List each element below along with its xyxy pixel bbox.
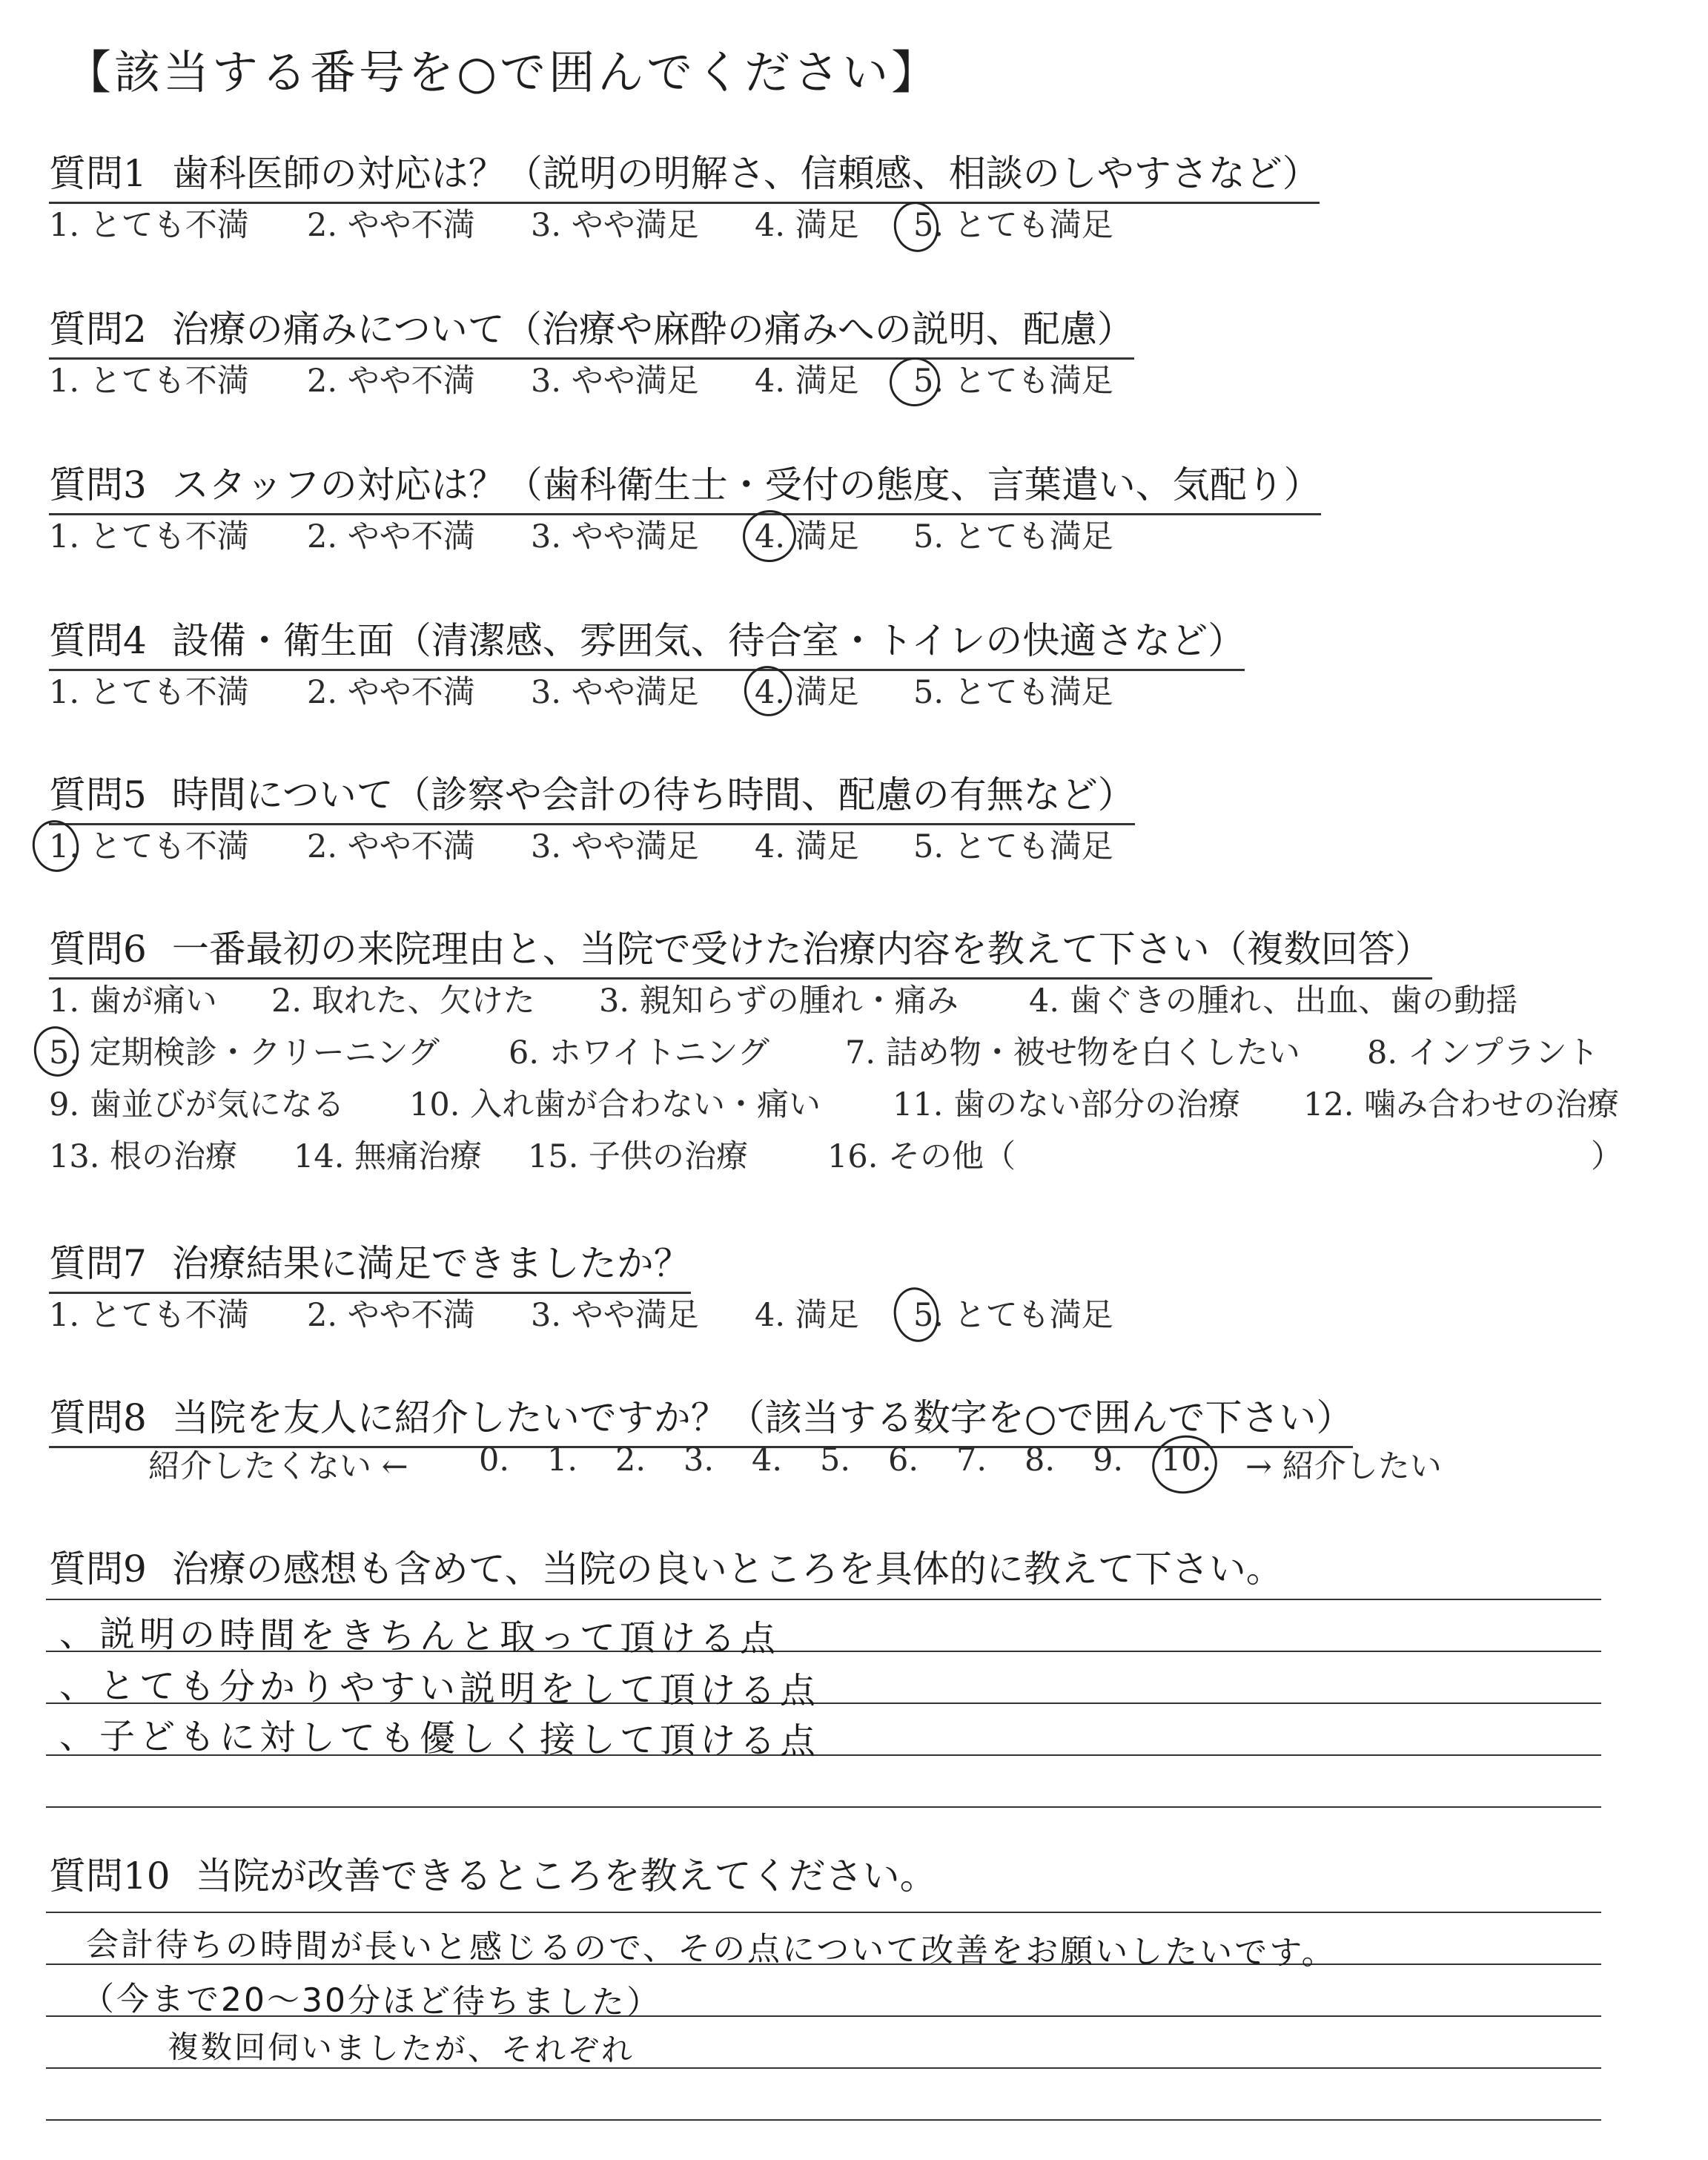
q6-option-15[interactable]: 15. 子供の治療 — [528, 1138, 749, 1175]
question-2-title — [49, 300, 1134, 360]
q8-scale — [148, 1441, 1557, 1486]
q8-option-10[interactable]: 10. — [1161, 1441, 1212, 1479]
q1-option-4[interactable]: 4. 満足 — [755, 207, 859, 244]
q3-option-2[interactable]: 2. やや不満 — [307, 518, 475, 555]
q6-option-5[interactable]: 5. 定期検診・クリーニング — [49, 1034, 440, 1071]
question-9-number: 質問9 — [49, 1548, 147, 1591]
q1-option-2[interactable]: 2. やや不満 — [307, 207, 475, 244]
question-2-number: 質問2 — [49, 308, 147, 351]
q6-option-8[interactable]: 8. インプラント — [1367, 1034, 1599, 1071]
question-10-title — [49, 1846, 937, 1904]
q6-option-row-2 — [49, 1028, 1606, 1072]
q6-option-13[interactable]: 13. 根の治療 — [49, 1138, 238, 1175]
q6-option-2[interactable]: 2. 取れた、欠けた — [271, 982, 535, 1020]
q5-option-5[interactable]: 5. とても満足 — [913, 828, 1113, 865]
question-9-title — [49, 1539, 1283, 1597]
q10-answer-line-1 — [46, 1912, 1601, 1913]
q8-option-9[interactable]: 9. — [1093, 1441, 1124, 1479]
q10-answer-2[interactable]: （今まで20〜30分ほど待ちました） — [81, 1980, 662, 2022]
q10-answer-line-5 — [46, 2119, 1601, 2121]
question-5-number: 質問5 — [49, 773, 147, 816]
q8-option-4[interactable]: 4. — [752, 1441, 783, 1479]
question-6-number: 質問6 — [49, 928, 147, 971]
q6-option-6[interactable]: 6. ホワイトニング — [509, 1034, 769, 1071]
q2-option-3[interactable]: 3. やや満足 — [531, 363, 699, 400]
q7-option-2[interactable]: 2. やや不満 — [307, 1297, 475, 1334]
question-8-number: 質問8 — [49, 1396, 147, 1439]
q4-option-5[interactable]: 5. とても満足 — [913, 674, 1113, 711]
question-6-title — [49, 919, 1432, 980]
q8-left-label: 紹介したくない ← — [148, 1448, 408, 1485]
question-3-text: スタッフの対応は？（歯科衛生士・受付の態度、言葉遣い、気配り） — [171, 463, 1321, 506]
q8-option-2[interactable]: 2. — [615, 1441, 646, 1479]
q6-option-row-4 — [49, 1132, 1623, 1176]
q2-option-2[interactable]: 2. やや不満 — [307, 363, 475, 400]
question-5-options — [49, 822, 1235, 866]
q2-option-4[interactable]: 4. 満足 — [755, 363, 859, 400]
q2-option-1[interactable]: 1. とても不満 — [49, 363, 249, 400]
q1-option-5[interactable]: 5. とても満足 — [913, 207, 1113, 244]
q3-option-4[interactable]: 4. 満足 — [755, 518, 859, 555]
q5-option-3[interactable]: 3. やや満足 — [531, 828, 699, 865]
q8-option-8[interactable]: 8. — [1025, 1441, 1056, 1479]
question-4-number: 質問4 — [49, 619, 147, 662]
q8-option-5[interactable]: 5. — [820, 1441, 851, 1479]
q9-answer-line-1 — [46, 1599, 1601, 1600]
q8-right-label: → 紹介したい — [1245, 1448, 1442, 1485]
q6-option-3[interactable]: 3. 親知らずの腫れ・痛み — [599, 982, 959, 1020]
question-8-title — [49, 1388, 1353, 1448]
q3-option-5[interactable]: 5. とても満足 — [913, 518, 1113, 555]
q6-option-14[interactable]: 14. 無痛治療 — [294, 1138, 483, 1175]
q7-option-4[interactable]: 4. 満足 — [755, 1297, 859, 1334]
question-4-text: 設備・衛生面（清潔感、雰囲気、待合室・トイレの快適さなど） — [171, 619, 1245, 662]
q9-answer-line-5 — [46, 1806, 1601, 1808]
q1-option-3[interactable]: 3. やや満足 — [531, 207, 699, 244]
question-7-title — [49, 1234, 691, 1294]
q6-option-4[interactable]: 4. 歯ぐきの腫れ、出血、歯の動揺 — [1029, 982, 1518, 1020]
question-10-text: 当院が改善できるところを教えてください。 — [195, 1855, 937, 1898]
question-7-text: 治療結果に満足できましたか？ — [171, 1242, 691, 1285]
question-6-text: 一番最初の来院理由と、当院で受けた治療内容を教えて下さい（複数回答） — [171, 928, 1432, 971]
q6-option-12[interactable]: 12. 噛み合わせの治療 — [1303, 1086, 1620, 1123]
question-3-number: 質問3 — [49, 463, 147, 506]
question-7-number: 質問7 — [49, 1242, 147, 1285]
q3-option-3[interactable]: 3. やや満足 — [531, 518, 699, 555]
q6-option-7[interactable]: 7. 詰め物・被せ物を白くしたい — [845, 1034, 1300, 1071]
q6-other-close-paren: ） — [1591, 1138, 1623, 1175]
q6-option-16[interactable]: 16. その他（ — [827, 1138, 1016, 1175]
question-1-title — [49, 144, 1320, 204]
q10-answer-1[interactable]: 会計待ちの時間が長いと感じるので、その点について改善をお願いしたいです。 — [85, 1926, 1337, 1972]
q1-option-1[interactable]: 1. とても不満 — [49, 207, 249, 244]
question-10-number: 質問10 — [49, 1855, 171, 1898]
question-7-options — [49, 1290, 1235, 1335]
question-1-text: 歯科医師の対応は？（説明の明解さ、信頼感、相談のしやすさなど） — [171, 152, 1320, 195]
question-9-text: 治療の感想も含めて、当院の良いところを具体的に教えて下さい。 — [171, 1548, 1283, 1591]
q7-option-5[interactable]: 5. とても満足 — [913, 1297, 1113, 1334]
q8-option-6[interactable]: 6. — [888, 1441, 919, 1479]
question-3-title — [49, 455, 1321, 515]
question-2-options — [49, 356, 1235, 400]
q5-option-1[interactable]: 1. とても不満 — [49, 828, 249, 865]
q9-answer-3[interactable]: 、子どもに対しても優しく接して頂ける点 — [59, 1715, 821, 1763]
question-4-title — [49, 611, 1245, 671]
q9-answer-2[interactable]: 、とても分かりやすい説明をして頂ける点 — [59, 1665, 821, 1712]
q6-option-9[interactable]: 9. 歯並びが気になる — [49, 1086, 345, 1123]
question-2-text: 治療の痛みについて（治療や麻酔の痛みへの説明、配慮） — [171, 308, 1134, 351]
question-4-options — [49, 667, 1235, 712]
q3-option-1[interactable]: 1. とても不満 — [49, 518, 249, 555]
q4-option-4[interactable]: 4. 満足 — [755, 674, 859, 711]
q6-option-1[interactable]: 1. 歯が痛い — [49, 982, 217, 1020]
q8-option-7[interactable]: 7. — [956, 1441, 987, 1479]
q8-option-0[interactable]: 0. — [479, 1441, 510, 1479]
q4-option-2[interactable]: 2. やや不満 — [307, 674, 475, 711]
q10-answer-3[interactable]: 複数回伺いましたが、それぞれ — [167, 2028, 635, 2069]
question-5-title — [49, 765, 1135, 825]
q8-option-1[interactable]: 1. — [547, 1441, 578, 1479]
q5-option-2[interactable]: 2. やや不満 — [307, 828, 475, 865]
q6-option-11[interactable]: 11. 歯のない部分の治療 — [893, 1086, 1241, 1123]
q6-option-row-3 — [49, 1080, 1650, 1124]
question-5-text: 時間について（診察や会計の待ち時間、配慮の有無など） — [171, 773, 1135, 816]
instruction-header: 【該当する番号を○で囲んでください】 — [65, 45, 941, 99]
q4-option-1[interactable]: 1. とても不満 — [49, 674, 249, 711]
q2-option-5[interactable]: 5. とても満足 — [913, 363, 1113, 400]
q7-option-3[interactable]: 3. やや満足 — [531, 1297, 699, 1334]
q7-option-1[interactable]: 1. とても不満 — [49, 1297, 249, 1334]
q8-option-3[interactable]: 3. — [683, 1441, 715, 1479]
q6-option-10[interactable]: 10. 入れ歯が合わない・痛い — [409, 1086, 821, 1123]
question-1-number: 質問1 — [49, 152, 147, 195]
question-8-text: 当院を友人に紹介したいですか？（該当する数字を○で囲んで下さい） — [171, 1396, 1354, 1439]
q6-option-row-1 — [49, 976, 1606, 1020]
question-3-options — [49, 512, 1235, 556]
q9-answer-1[interactable]: 、説明の時間をきちんと取って頂ける点 — [59, 1613, 781, 1660]
q5-option-4[interactable]: 4. 満足 — [755, 828, 859, 865]
q4-option-3[interactable]: 3. やや満足 — [531, 674, 699, 711]
question-1-options — [49, 200, 1235, 245]
